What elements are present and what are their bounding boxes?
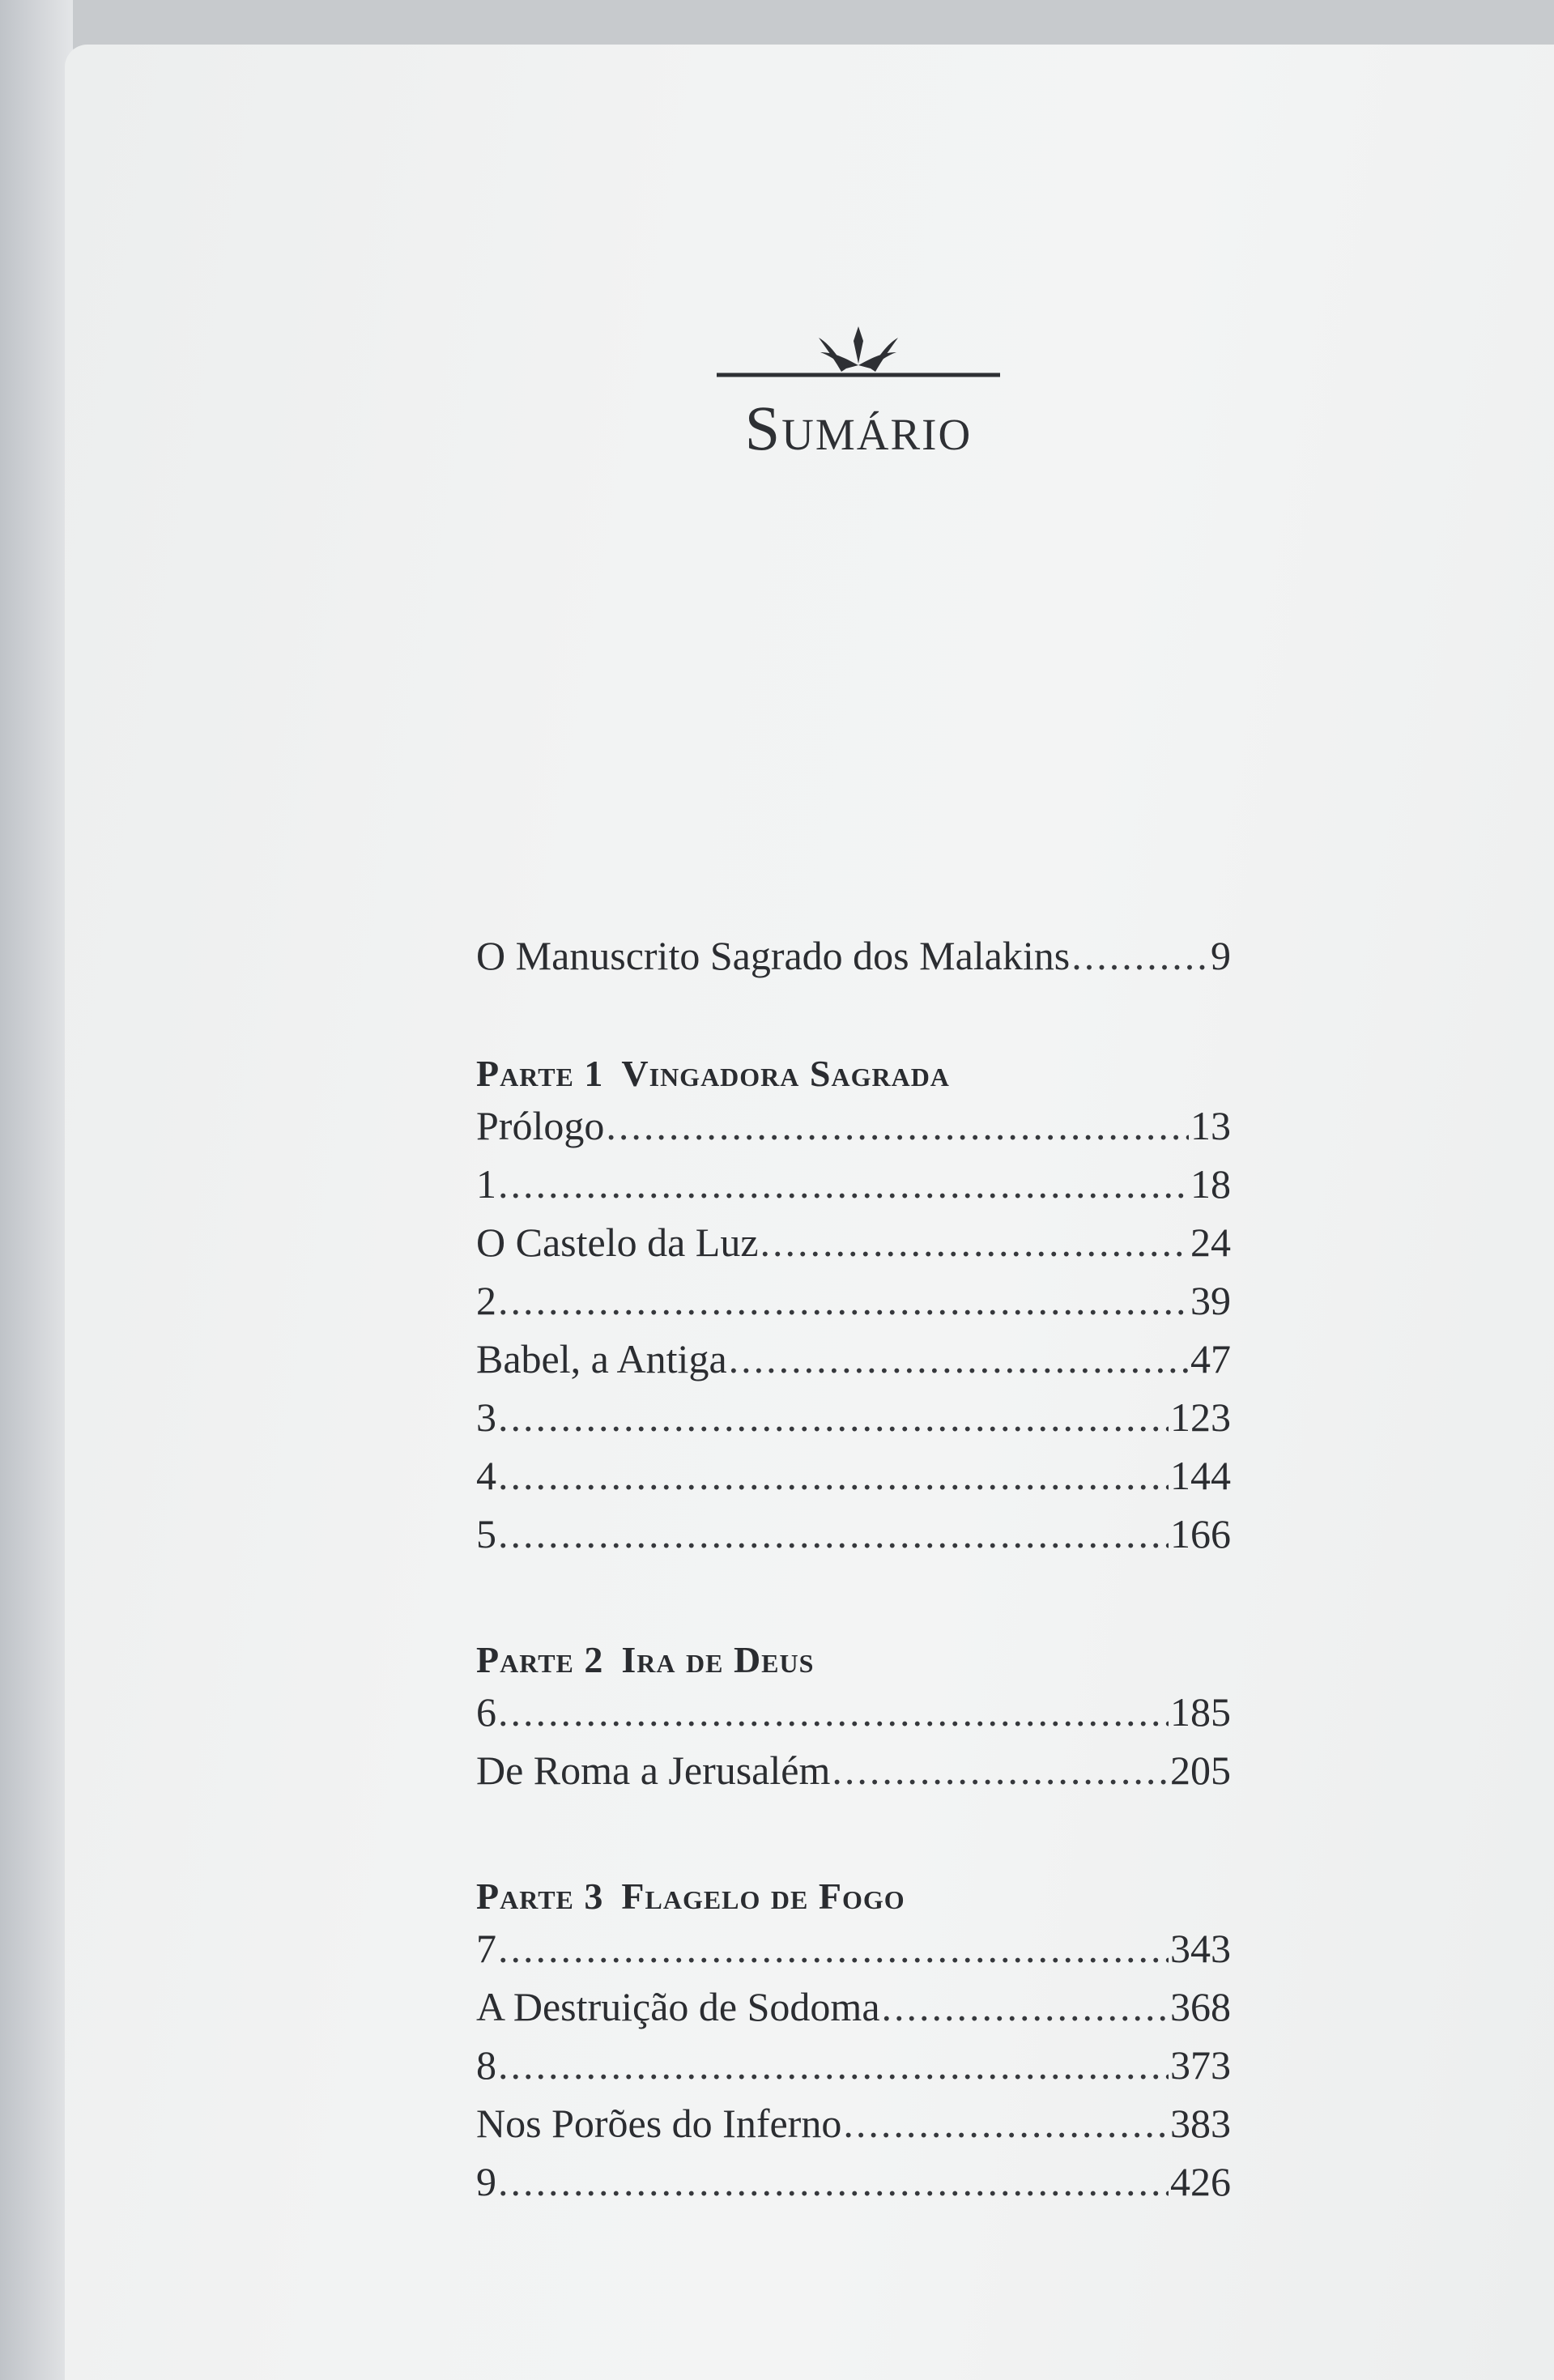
toc-entry (476, 1928, 1231, 1986)
toc-entry-page: 123 (1170, 1394, 1231, 1440)
page-title: Sumário (744, 393, 973, 463)
dot-leader (498, 1164, 1189, 1204)
toc-entry (476, 1280, 1231, 1339)
part-heading-1 (476, 1055, 1231, 1105)
table-of-contents (476, 935, 1231, 2220)
toc-entry (476, 1511, 1231, 1572)
dot-leader (606, 1105, 1189, 1146)
toc-entry-label: Babel, a Antiga (476, 1336, 727, 1382)
dot-leader (498, 1692, 1169, 1732)
part-title: Vingadora Sagrada (621, 1053, 950, 1094)
toc-entry-label: 5 (476, 1511, 496, 1556)
toc-entry-page: 9 (1211, 933, 1231, 978)
toc-entry-label: O Manuscrito Sagrado dos Malakins (476, 933, 1071, 978)
part-heading-2 (476, 1641, 1231, 1692)
toc-entry-page: 13 (1190, 1103, 1231, 1148)
toc-entry (476, 1222, 1231, 1280)
toc-entry-label: 2 (476, 1278, 496, 1323)
toc-entry-label: 3 (476, 1394, 496, 1440)
dot-leader (498, 1397, 1169, 1437)
toc-entry-label: Nos Porões do Inferno (476, 2101, 842, 2146)
toc-entry (476, 1750, 1231, 1808)
toc-entry-label: 9 (476, 2159, 496, 2204)
background-surface-top (0, 0, 1554, 49)
toc-entry (476, 1986, 1231, 2045)
dot-leader (498, 1514, 1169, 1554)
toc-entry-label: A Destruição de Sodoma (476, 1984, 880, 2029)
dot-leader (882, 1986, 1169, 2027)
toc-entry-page: 373 (1170, 2042, 1231, 2088)
toc-entry-intro (476, 935, 1231, 994)
toc-entry (476, 2161, 1231, 2220)
toc-entry-page: 166 (1170, 1511, 1231, 1556)
dot-leader (729, 1339, 1189, 1379)
toc-entry-label: De Roma a Jerusalém (476, 1748, 831, 1793)
dot-leader (760, 1222, 1189, 1262)
toc-entry-page: 39 (1190, 1278, 1231, 1323)
toc-entry-page: 144 (1170, 1453, 1231, 1498)
toc-entry (476, 2042, 1231, 2103)
part-title: Flagelo de Fogo (621, 1875, 905, 1917)
toc-entry (476, 1689, 1231, 1750)
toc-entry-label: 1 (476, 1161, 496, 1207)
toc-entry-label: O Castelo da Luz (476, 1220, 759, 1265)
toc-entry-page: 368 (1170, 1984, 1231, 2029)
part-label: Parte 1 (476, 1053, 604, 1094)
toc-entry-page: 205 (1170, 1748, 1231, 1793)
toc-entry (476, 1105, 1231, 1164)
toc-entry-page: 343 (1170, 1926, 1231, 1971)
book-page (65, 45, 1554, 2380)
toc-entry-page: 383 (1170, 2101, 1231, 2146)
toc-entry-page: 18 (1190, 1161, 1231, 1207)
part-label: Parte 3 (476, 1875, 604, 1917)
toc-entry-label: 4 (476, 1453, 496, 1498)
dot-leader (498, 2161, 1169, 2202)
toc-entry-label: 7 (476, 1926, 496, 1971)
toc-entry (476, 1455, 1231, 1514)
dot-leader (498, 1928, 1169, 1969)
dot-leader (498, 1280, 1189, 1321)
dot-leader (1071, 935, 1205, 976)
toc-entry (476, 2103, 1231, 2161)
dot-leader (498, 1455, 1169, 1496)
part-title: Ira de Deus (621, 1639, 815, 1680)
background-surface-left (0, 0, 73, 2380)
toc-entry-page: 47 (1190, 1336, 1231, 1382)
part-heading-3 (476, 1875, 1231, 1928)
toc-entry-page: 24 (1190, 1220, 1231, 1265)
dot-leader (832, 1750, 1169, 1790)
toc-entry (476, 1161, 1231, 1222)
dot-leader (498, 2045, 1169, 2085)
dot-leader (843, 2103, 1169, 2144)
toc-entry (476, 1336, 1231, 1397)
part-label: Parte 2 (476, 1639, 604, 1680)
toc-entry (476, 1394, 1231, 1455)
toc-entry-page: 426 (1170, 2159, 1231, 2204)
toc-entry-page: 185 (1170, 1689, 1231, 1735)
fleuron-ornament-icon (717, 318, 1000, 383)
toc-entry-label: 6 (476, 1689, 496, 1735)
toc-entry-label: Prólogo (476, 1103, 605, 1148)
toc-entry-label: 8 (476, 2042, 496, 2088)
